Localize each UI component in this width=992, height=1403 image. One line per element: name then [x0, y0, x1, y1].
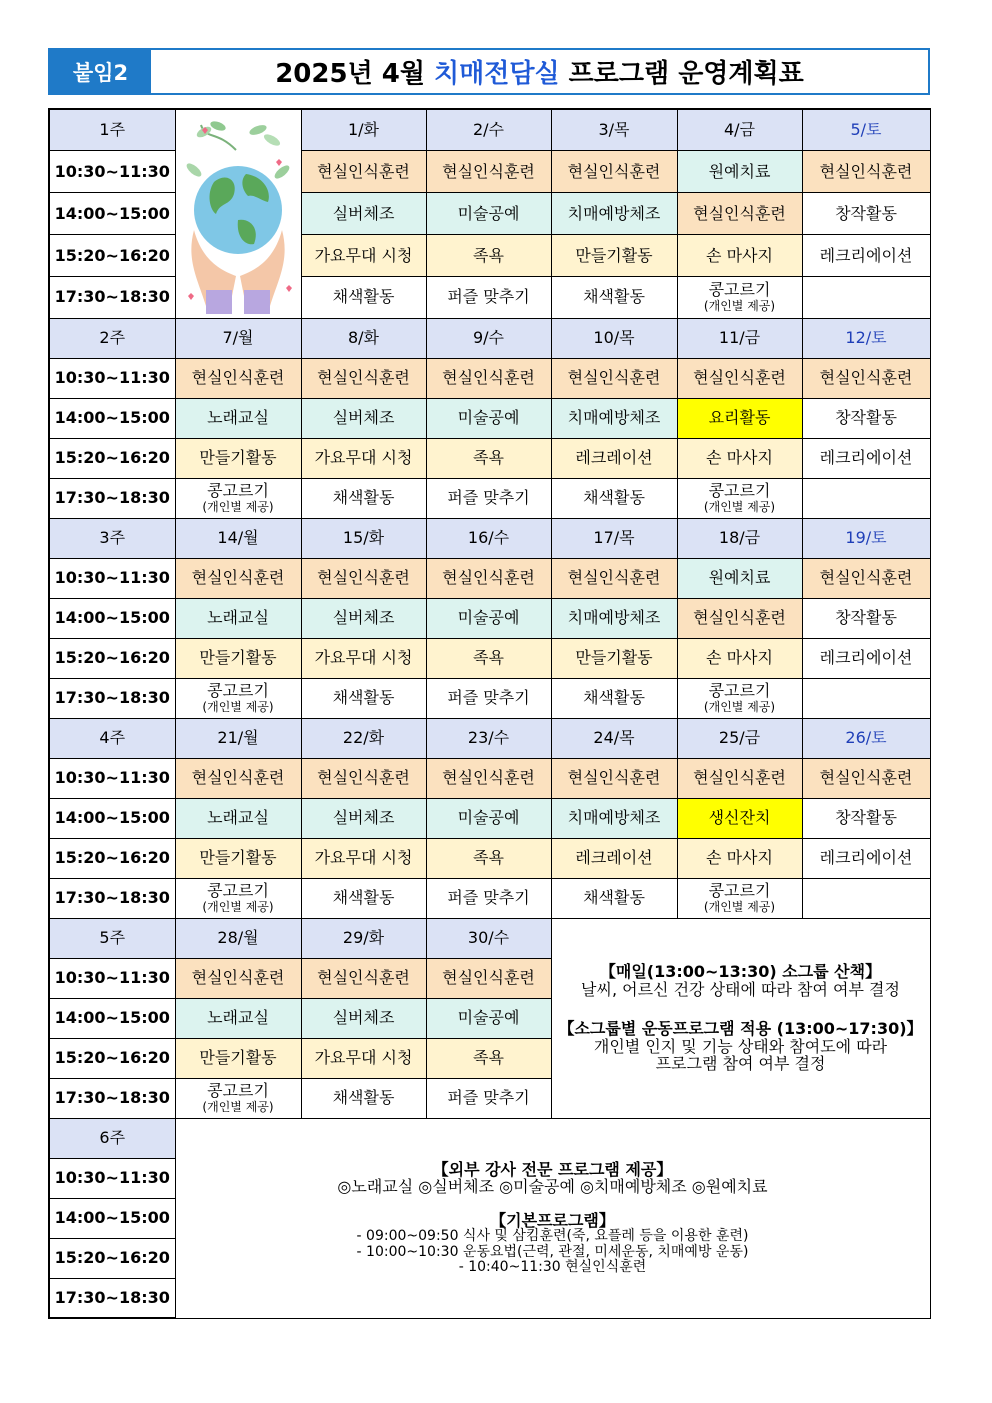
program-cell: 현실인식훈련	[301, 958, 426, 998]
program-cell: 창작활동	[802, 798, 930, 838]
day-header: 29/화	[301, 918, 426, 958]
program-cell: 채색활동	[301, 1078, 426, 1118]
program-cell: 현실인식훈련	[175, 558, 301, 598]
program-cell-empty	[802, 878, 930, 918]
time-slot: 17:30~18:30	[49, 678, 175, 718]
program-cell: 실버체조	[301, 193, 426, 235]
program-cell: 손 마사지	[677, 638, 802, 678]
day-header: 15/화	[301, 518, 426, 558]
day-header: 2/수	[426, 109, 551, 151]
day-header-saturday: 12/토	[802, 318, 930, 358]
program-cell: 현실인식훈련	[175, 958, 301, 998]
program-subnote: (개인별 제공)	[202, 499, 274, 514]
week4-row-2	[49, 798, 930, 838]
program-cell-empty	[802, 276, 930, 318]
program-cell: 족욕	[426, 234, 551, 276]
program-cell: 채색활동	[551, 478, 677, 518]
program-cell: 족욕	[426, 438, 551, 478]
program-cell: 현실인식훈련	[426, 958, 551, 998]
program-cell: 노래교실	[175, 598, 301, 638]
day-header: 18/금	[677, 518, 802, 558]
day-header: 9/수	[426, 318, 551, 358]
program-cell: 치매예방체조	[551, 598, 677, 638]
program-label: 콩고르기	[708, 881, 771, 901]
program-cell: 현실인식훈련	[802, 358, 930, 398]
day-header: 24/목	[551, 718, 677, 758]
program-cell: 현실인식훈련	[551, 151, 677, 193]
time-slot: 15:20~16:20	[49, 1038, 175, 1078]
program-cell	[175, 878, 301, 918]
program-cell: 실버체조	[301, 398, 426, 438]
document-header	[48, 48, 930, 95]
program-label: 콩고르기	[708, 681, 771, 701]
program-cell: 노래교실	[175, 998, 301, 1038]
group-title: 【소그룹별 운동프로그램 적용 (13:00~17:30)】	[558, 1019, 923, 1039]
program-cell: 창작활동	[802, 398, 930, 438]
day-header: 11/금	[677, 318, 802, 358]
basic-program-item: - 10:00~10:30 운동요법(근력, 관절, 미세운동, 치매예방 운동)	[356, 1243, 749, 1260]
time-slot: 14:00~15:00	[49, 598, 175, 638]
program-label: 콩고르기	[207, 881, 269, 901]
day-header: 1/화	[301, 109, 426, 151]
program-cell: 레크리에이션	[802, 234, 930, 276]
program-cell: 현실인식훈련	[426, 558, 551, 598]
group-text-1: 개인별 인지 및 기능 상태와 참여도에 따라	[593, 1036, 888, 1056]
program-cell: 족욕	[426, 638, 551, 678]
program-cell: 레크레이션	[551, 838, 677, 878]
program-subnote: (개인별 제공)	[202, 699, 274, 714]
program-cell: 실버체조	[301, 598, 426, 638]
program-cell: 족욕	[426, 1038, 551, 1078]
program-cell: 만들기활동	[551, 638, 677, 678]
program-cell: 만들기활동	[175, 838, 301, 878]
program-subnote: (개인별 제공)	[202, 1099, 274, 1114]
program-cell	[677, 276, 802, 318]
time-slot: 17:30~18:30	[49, 478, 175, 518]
program-cell: 현실인식훈련	[677, 598, 802, 638]
program-cell: 치매예방체조	[551, 193, 677, 235]
program-subnote: (개인별 제공)	[202, 899, 274, 914]
day-header-saturday: 19/토	[802, 518, 930, 558]
program-cell: 미술공예	[426, 798, 551, 838]
program-cell: 가요무대 시청	[301, 838, 426, 878]
program-cell	[677, 678, 802, 718]
time-slot: 14:00~15:00	[49, 398, 175, 438]
week3-row-2	[49, 598, 930, 638]
time-slot: 10:30~11:30	[49, 958, 175, 998]
time-slot: 10:30~11:30	[49, 758, 175, 798]
time-slot: 15:20~16:20	[49, 1238, 175, 1278]
earth-in-hands-icon	[176, 110, 300, 314]
program-cell: 퍼즐 맞추기	[426, 276, 551, 318]
week6-header-row	[49, 1118, 930, 1158]
program-cell: 원예치료	[677, 558, 802, 598]
day-header: 21/월	[175, 718, 301, 758]
program-cell: 채색활동	[551, 276, 677, 318]
program-cell: 채색활동	[301, 678, 426, 718]
program-cell-empty	[802, 678, 930, 718]
program-cell: 손 마사지	[677, 438, 802, 478]
week4-row-3	[49, 838, 930, 878]
day-header-saturday: 5/토	[802, 109, 930, 151]
attachment-tag: 붙임2	[50, 50, 151, 93]
program-cell: 현실인식훈련	[802, 758, 930, 798]
program-subnote: (개인별 제공)	[703, 298, 776, 313]
program-cell: 현실인식훈련	[551, 558, 677, 598]
day-header: 7/월	[175, 318, 301, 358]
program-label: 콩고르기	[207, 481, 269, 501]
program-cell: 레크리에이션	[802, 638, 930, 678]
week-label: 5주	[49, 918, 175, 958]
program-cell: 현실인식훈련	[426, 151, 551, 193]
program-cell: 채색활동	[301, 478, 426, 518]
day-header: 14/월	[175, 518, 301, 558]
day-header: 8/화	[301, 318, 426, 358]
week3-row-4	[49, 678, 930, 718]
program-cell: 만들기활동	[175, 438, 301, 478]
schedule-table	[48, 108, 931, 1319]
week2-row-2	[49, 398, 930, 438]
program-cell: 현실인식훈련	[802, 151, 930, 193]
group-text-2: 프로그램 참여 여부 결정	[655, 1054, 826, 1074]
program-cell: 미술공예	[426, 398, 551, 438]
program-cell: 만들기활동	[551, 234, 677, 276]
program-cell-empty	[802, 478, 930, 518]
earth-hands-illustration	[175, 109, 301, 318]
program-cell: 채색활동	[301, 276, 426, 318]
week2-row-4	[49, 478, 930, 518]
title-prefix: 2025년 4월	[275, 59, 425, 89]
time-slot: 15:20~16:20	[49, 234, 175, 276]
time-slot: 10:30~11:30	[49, 558, 175, 598]
time-slot: 14:00~15:00	[49, 193, 175, 235]
time-slot: 15:20~16:20	[49, 438, 175, 478]
week5-header-row	[49, 918, 930, 958]
day-header: 17/목	[551, 518, 677, 558]
day-header: 3/목	[551, 109, 677, 151]
program-cell: 만들기활동	[175, 1038, 301, 1078]
program-cell: 현실인식훈련	[175, 758, 301, 798]
program-cell: 노래교실	[175, 398, 301, 438]
basic-program-title: 【기본프로그램】	[490, 1210, 615, 1230]
program-cell: 채색활동	[551, 678, 677, 718]
program-cell: 현실인식훈련	[802, 558, 930, 598]
program-cell: 현실인식훈련	[301, 358, 426, 398]
program-cell: 현실인식훈련	[301, 758, 426, 798]
time-slot: 17:30~18:30	[49, 276, 175, 318]
time-slot: 14:00~15:00	[49, 1198, 175, 1238]
program-cell: 미술공예	[426, 998, 551, 1038]
day-header: 23/수	[426, 718, 551, 758]
program-label: 콩고르기	[708, 280, 771, 300]
program-cell: 현실인식훈련	[551, 758, 677, 798]
week-label: 6주	[49, 1118, 175, 1158]
time-slot: 14:00~15:00	[49, 798, 175, 838]
program-cell: 채색활동	[301, 878, 426, 918]
day-header: 4/금	[677, 109, 802, 151]
program-cell: 현실인식훈련	[677, 358, 802, 398]
week4-row-1	[49, 758, 930, 798]
program-cell: 족욕	[426, 838, 551, 878]
program-cell: 미술공예	[426, 193, 551, 235]
program-cell: 퍼즐 맞추기	[426, 878, 551, 918]
week2-row-3	[49, 438, 930, 478]
program-cell: 원예치료	[677, 151, 802, 193]
program-cell: 가요무대 시청	[301, 1038, 426, 1078]
program-cell: 가요무대 시청	[301, 234, 426, 276]
program-cell: 가요무대 시청	[301, 638, 426, 678]
program-cell	[677, 878, 802, 918]
program-cell: 퍼즐 맞추기	[426, 1078, 551, 1118]
basic-program-item: - 10:40~11:30 현실인식훈련	[458, 1259, 647, 1276]
day-header: 28/월	[175, 918, 301, 958]
program-subnote: (개인별 제공)	[703, 499, 776, 514]
program-cell: 현실인식훈련	[301, 558, 426, 598]
program-cell: 현실인식훈련	[551, 358, 677, 398]
program-cell: 현실인식훈련	[677, 193, 802, 235]
day-header: 22/화	[301, 718, 426, 758]
program-cell: 레크리에이션	[802, 438, 930, 478]
program-label: 콩고르기	[207, 1081, 269, 1101]
program-cell: 미술공예	[426, 598, 551, 638]
program-cell: 실버체조	[301, 798, 426, 838]
program-cell-highlight: 생신잔치	[677, 798, 802, 838]
week-label: 3주	[49, 518, 175, 558]
day-header: 30/수	[426, 918, 551, 958]
day-header: 16/수	[426, 518, 551, 558]
program-label: 콩고르기	[708, 481, 771, 501]
program-cell: 퍼즐 맞추기	[426, 478, 551, 518]
program-cell	[175, 678, 301, 718]
time-slot: 15:20~16:20	[49, 638, 175, 678]
week4-row-4	[49, 878, 930, 918]
day-header: 10/목	[551, 318, 677, 358]
program-subnote: (개인별 제공)	[703, 899, 776, 914]
week2-header-row	[49, 318, 930, 358]
time-slot: 17:30~18:30	[49, 1278, 175, 1318]
program-cell	[175, 478, 301, 518]
week1-header-row	[49, 109, 930, 151]
program-cell: 치매예방체조	[551, 398, 677, 438]
program-cell	[677, 478, 802, 518]
program-cell: 치매예방체조	[551, 798, 677, 838]
program-cell: 손 마사지	[677, 838, 802, 878]
program-cell: 현실인식훈련	[301, 151, 426, 193]
time-slot: 10:30~11:30	[49, 151, 175, 193]
week-label: 2주	[49, 318, 175, 358]
notes-box	[551, 918, 930, 1118]
program-info-box	[175, 1118, 930, 1318]
day-header-saturday: 26/토	[802, 718, 930, 758]
program-cell: 현실인식훈련	[426, 758, 551, 798]
program-cell: 현실인식훈련	[426, 358, 551, 398]
week3-row-3	[49, 638, 930, 678]
week3-row-1	[49, 558, 930, 598]
time-slot: 14:00~15:00	[49, 998, 175, 1038]
program-cell: 채색활동	[551, 878, 677, 918]
title-suffix: 프로그램 운영계획표	[568, 59, 804, 89]
program-cell: 노래교실	[175, 798, 301, 838]
program-cell: 창작활동	[802, 598, 930, 638]
time-slot: 15:20~16:20	[49, 838, 175, 878]
time-slot: 17:30~18:30	[49, 878, 175, 918]
program-cell: 창작활동	[802, 193, 930, 235]
page-title	[151, 50, 928, 93]
program-cell: 만들기활동	[175, 638, 301, 678]
walk-text: 날씨, 어르신 건강 상태에 따라 참여 여부 결정	[581, 979, 900, 999]
program-cell: 레크리에이션	[802, 838, 930, 878]
external-program-list: ◎노래교실 ◎실버체조 ◎미술공예 ◎치매예방체조 ◎원예치료	[337, 1177, 768, 1197]
external-program-title: 【외부 강사 전문 프로그램 제공】	[432, 1159, 673, 1179]
program-cell: 실버체조	[301, 998, 426, 1038]
time-slot: 17:30~18:30	[49, 1078, 175, 1118]
week2-row-1	[49, 358, 930, 398]
program-cell-highlight: 요리활동	[677, 398, 802, 438]
program-cell: 손 마사지	[677, 234, 802, 276]
day-header: 25/금	[677, 718, 802, 758]
week3-header-row	[49, 518, 930, 558]
program-cell	[175, 1078, 301, 1118]
program-cell: 퍼즐 맞추기	[426, 678, 551, 718]
program-label: 콩고르기	[207, 681, 269, 701]
week-label: 4주	[49, 718, 175, 758]
program-cell: 레크레이션	[551, 438, 677, 478]
walk-title: 【매일(13:00~13:30) 소그룹 산책】	[599, 962, 882, 982]
time-slot: 10:30~11:30	[49, 1158, 175, 1198]
program-cell: 현실인식훈련	[677, 758, 802, 798]
title-highlight: 치매전담실	[434, 59, 560, 89]
program-cell: 현실인식훈련	[175, 358, 301, 398]
week-label: 1주	[49, 109, 175, 151]
time-slot: 10:30~11:30	[49, 358, 175, 398]
program-cell: 가요무대 시청	[301, 438, 426, 478]
program-subnote: (개인별 제공)	[703, 699, 776, 714]
basic-program-item: - 09:00~09:50 식사 및 삼킴훈련(죽, 요플레 등을 이용한 훈련)	[356, 1228, 749, 1245]
week4-header-row	[49, 718, 930, 758]
